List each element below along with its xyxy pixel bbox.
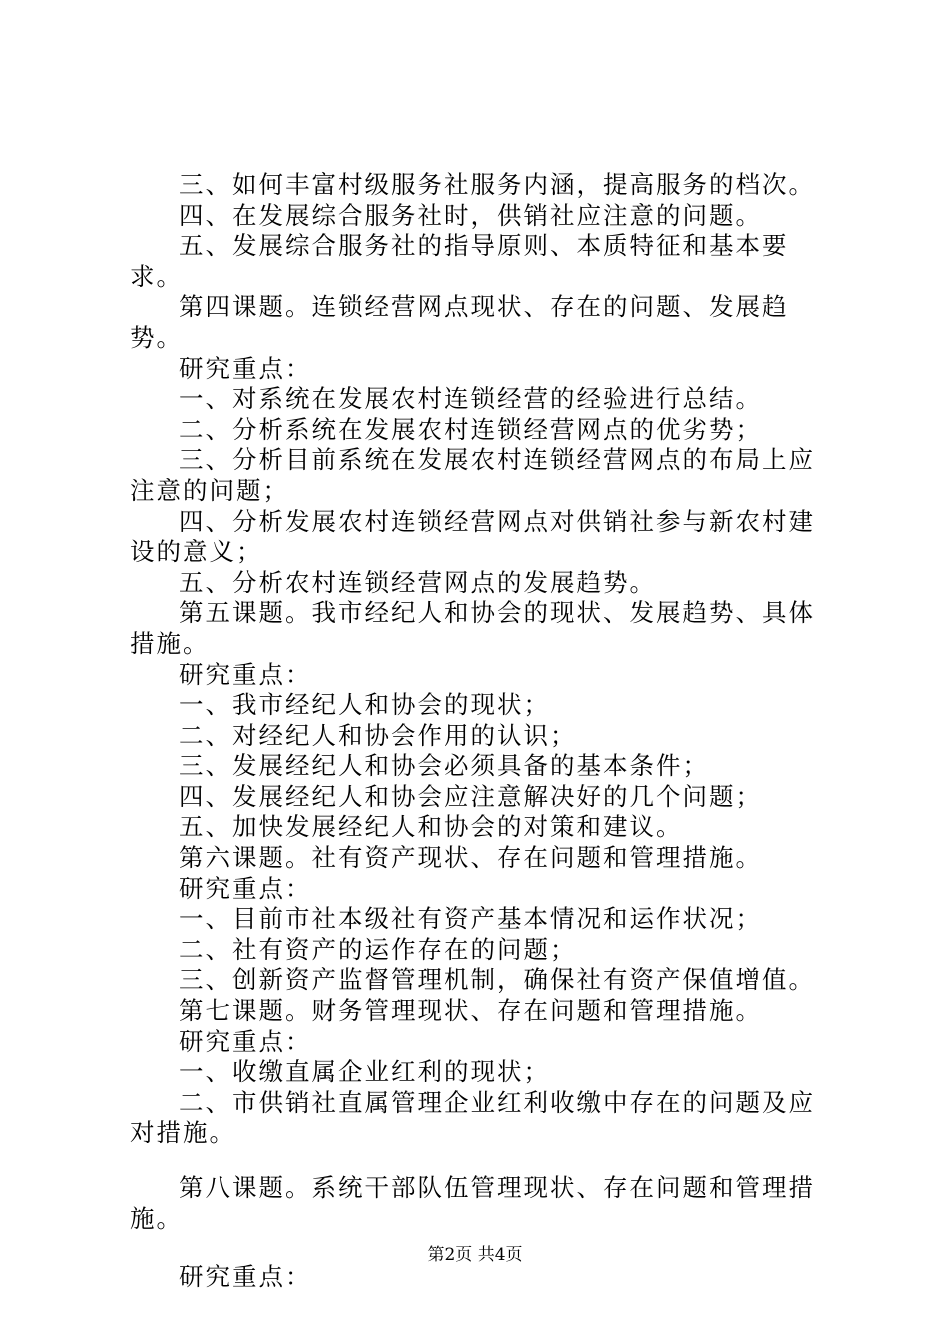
section-heading: 第五课题。我市经纪人和协会的现状、发展趋势、具体措施。 [130,598,815,658]
document-body [130,170,840,1293]
section-heading: 第七课题。财务管理现状、存在问题和管理措施。 [179,996,762,1026]
paragraph: 三、发展经纪人和协会必须具备的基本条件； [179,751,709,781]
paragraph: 一、收缴直属企业红利的现状； [179,1057,550,1087]
research-focus-label: 研究重点： [179,353,312,383]
paragraph: 一、对系统在发展农村连锁经营的经验进行总结。 [179,384,762,414]
paragraph: 五、分析农村连锁经营网点的发展趋势。 [179,567,656,597]
research-focus-label: 研究重点： [179,873,312,903]
research-focus-label: 研究重点： [179,1262,312,1292]
research-focus-label: 研究重点： [179,1026,312,1056]
paragraph: 四、分析发展农村连锁经营网点对供销社参与新农村建设的意义； [130,506,815,567]
section-heading: 第八课题。系统干部队伍管理现状、存在问题和管理措施。 [130,1173,815,1233]
paragraph: 四、发展经纪人和协会应注意解决好的几个问题； [179,781,762,811]
page-footer: 第2页 共4页 [427,1245,523,1265]
paragraph: 三、分析目前系统在发展农村连锁经营网点的布局上应注意的问题； [130,445,815,505]
research-focus-label: 研究重点： [179,659,312,689]
paragraph: 一、目前市社本级社有资产基本情况和运作状况； [179,904,762,934]
paragraph: 一、我市经纪人和协会的现状； [179,690,550,720]
paragraph: 二、对经纪人和协会作用的认识； [179,720,577,750]
paragraph: 二、分析系统在发展农村连锁经营网点的优劣势； [179,414,762,444]
paragraph: 二、市供销社直属管理企业红利收缴中存在的问题及应对措施。 [130,1087,815,1148]
paragraph: 四、在发展综合服务社时，供销社应注意的问题。 [179,200,762,230]
paragraph: 二、社有资产的运作存在的问题； [179,934,577,964]
section-heading: 第六课题。社有资产现状、存在问题和管理措施。 [179,843,762,873]
section-heading: 第四课题。连锁经营网点现状、存在的问题、发展趋势。 [130,292,789,352]
paragraph: 三、创新资产监督管理机制，确保社有资产保值增值。 [179,965,815,995]
paragraph: 五、发展综合服务社的指导原则、本质特征和基本要求。 [130,231,789,291]
paragraph: 三、如何丰富村级服务社服务内涵，提高服务的档次。 [179,170,815,199]
paragraph: 五、加快发展经纪人和协会的对策和建议。 [179,812,683,842]
